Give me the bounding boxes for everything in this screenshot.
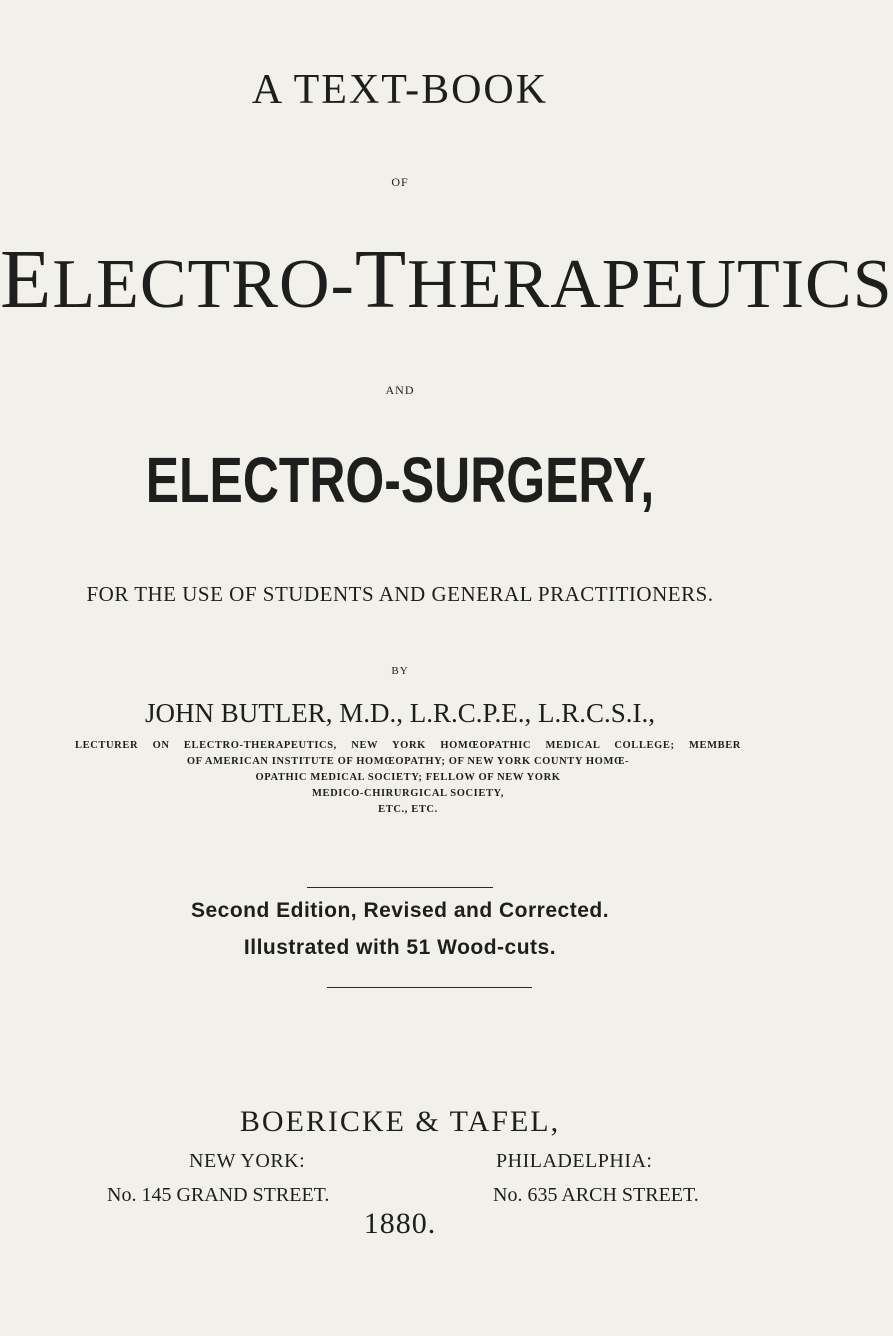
publisher-address-philadelphia: No. 635 ARCH STREET. bbox=[493, 1184, 699, 1206]
title-small-caps-1: LECTRO- bbox=[52, 246, 355, 323]
publisher-address-new-york: No. 145 GRAND STREET. bbox=[107, 1184, 330, 1206]
purpose-statement: FOR THE USE OF STUDENTS AND GENERAL PRACTITIONERS. bbox=[86, 582, 714, 606]
title-and: AND bbox=[385, 383, 415, 397]
author-credential-line: ETC., ETC. bbox=[378, 804, 438, 815]
title-initial-e: E bbox=[0, 233, 53, 326]
edition-statement: Second Edition, Revised and Corrected. bbox=[190, 899, 610, 922]
illustration-statement: Illustrated with 51 Wood-cuts. bbox=[243, 936, 557, 959]
author-credential-line: MEDICO-CHIRURGICAL SOCIETY, bbox=[311, 788, 504, 799]
author-name: JOHN BUTLER, M.D., L.R.C.P.E., L.R.C.S.I., bbox=[144, 698, 656, 728]
title-initial-t: T bbox=[354, 233, 408, 326]
title-line-textbook: A TEXT-BOOK bbox=[251, 67, 549, 113]
publisher-city-new-york: NEW YORK: bbox=[189, 1150, 306, 1172]
publisher-city-philadelphia: PHILADELPHIA: bbox=[496, 1150, 653, 1172]
title-electro-therapeutics bbox=[0, 233, 893, 326]
title-of: OF bbox=[391, 175, 409, 189]
author-credential-line: LECTURER ON ELECTRO-THERAPEUTICS, NEW YORK HOMŒOPATHIC MEDICAL COLLEGE; MEMBER bbox=[75, 740, 741, 751]
by-label: BY bbox=[391, 665, 409, 677]
author-credential-line: OF AMERICAN INSTITUTE OF HOMŒOPATHY; OF NEW YORK COUNTY HOMŒ- bbox=[186, 756, 630, 767]
title-electro-surgery: ELECTRO-SURGERY, bbox=[145, 444, 655, 516]
author-credential-line: OPATHIC MEDICAL SOCIETY; FELLOW OF NEW YORK bbox=[255, 772, 561, 783]
divider-rule bbox=[327, 987, 532, 988]
publisher-name: BOERICKE & TAFEL, bbox=[239, 1105, 561, 1138]
publication-year: 1880. bbox=[363, 1207, 437, 1240]
divider-rule bbox=[307, 887, 493, 888]
title-small-caps-2: HERAPEUTICS bbox=[407, 246, 893, 323]
